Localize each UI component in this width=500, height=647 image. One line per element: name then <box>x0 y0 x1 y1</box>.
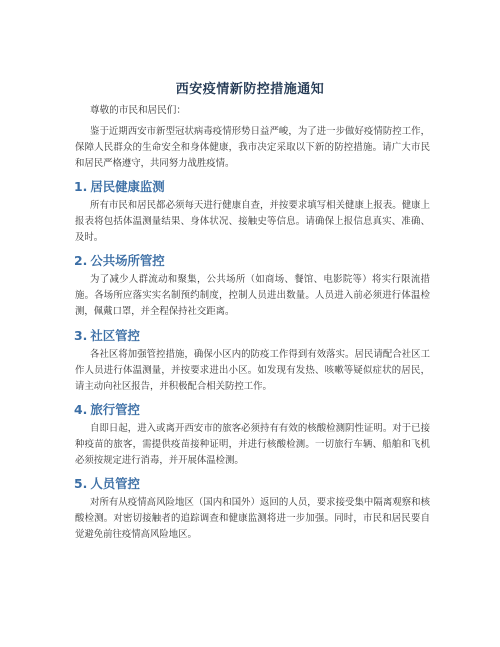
section-body-3: 各社区将加强管控措施，确保小区内的防疫工作得到有效落实。居民请配合社区工作人员进行体温测量，并按要求进出小区。如发现有发热、咳嗽等疑似症状的居民，请主动向社区报告，并积极配合相关防控工作。 <box>75 349 430 392</box>
document-title: 西安疫情新防控措施通知 <box>175 82 325 97</box>
intro-paragraph: 鉴于近期西安市新型冠状病毒疫情形势日益严峻，为了进一步做好疫情防控工作，保障人民群众的生命安全和身体健康，我市决定采取以下新的防控措施。请广大市民和居民严格遵守，共同努力战胜疫情。 <box>75 126 430 169</box>
section-body-2: 为了减少人群流动和聚集，公共场所（如商场、餐馆、电影院等）将实行限流措施。各场所应落实实名制预约制度，控制人员进出数量。人员进入前必须进行体温检测，佩戴口罩，并全程保持社交距离。 <box>75 274 430 317</box>
section-number: 3. <box>74 328 88 343</box>
section-heading-2 <box>74 251 165 269</box>
section-number: 2. <box>74 253 88 268</box>
section-title: 社区管控 <box>90 328 140 343</box>
section-title: 公共场所管控 <box>90 253 165 268</box>
section-number: 5. <box>74 476 88 491</box>
section-body-5: 对所有从疫情高风险地区（国内和国外）返回的人员，要求接受集中隔离观察和核酸检测。对密切接触者的追踪调查和健康监测将进一步加强。同时，市民和居民要自觉避免前往疫情高风险地区。 <box>75 497 430 540</box>
section-title: 旅行管控 <box>90 402 140 417</box>
section-title: 居民健康监测 <box>90 179 165 194</box>
section-heading-3 <box>74 326 140 344</box>
section-heading-4 <box>74 400 140 418</box>
section-number: 4. <box>74 402 88 417</box>
greeting: 尊敬的市民和居民们： <box>90 105 186 116</box>
section-body-4: 自即日起，进入或离开西安市的旅客必须持有有效的核酸检测阴性证明。对于已接种疫苗的旅客，需提供疫苗接种证明，并进行核酸检测。一切旅行车辆、船舶和飞机必须按规定进行消毒，并开展体温检测。 <box>75 423 430 466</box>
section-body-1: 所有市民和居民都必须每天进行健康自查，并按要求填写相关健康上报表。健康上报表将包括体温测量结果、身体状况、接触史等信息。请确保上报信息真实、准确、及时。 <box>75 200 430 243</box>
section-heading-1 <box>74 177 165 195</box>
section-number: 1. <box>74 179 88 194</box>
section-title: 人员管控 <box>90 476 140 491</box>
section-heading-5 <box>74 474 140 492</box>
